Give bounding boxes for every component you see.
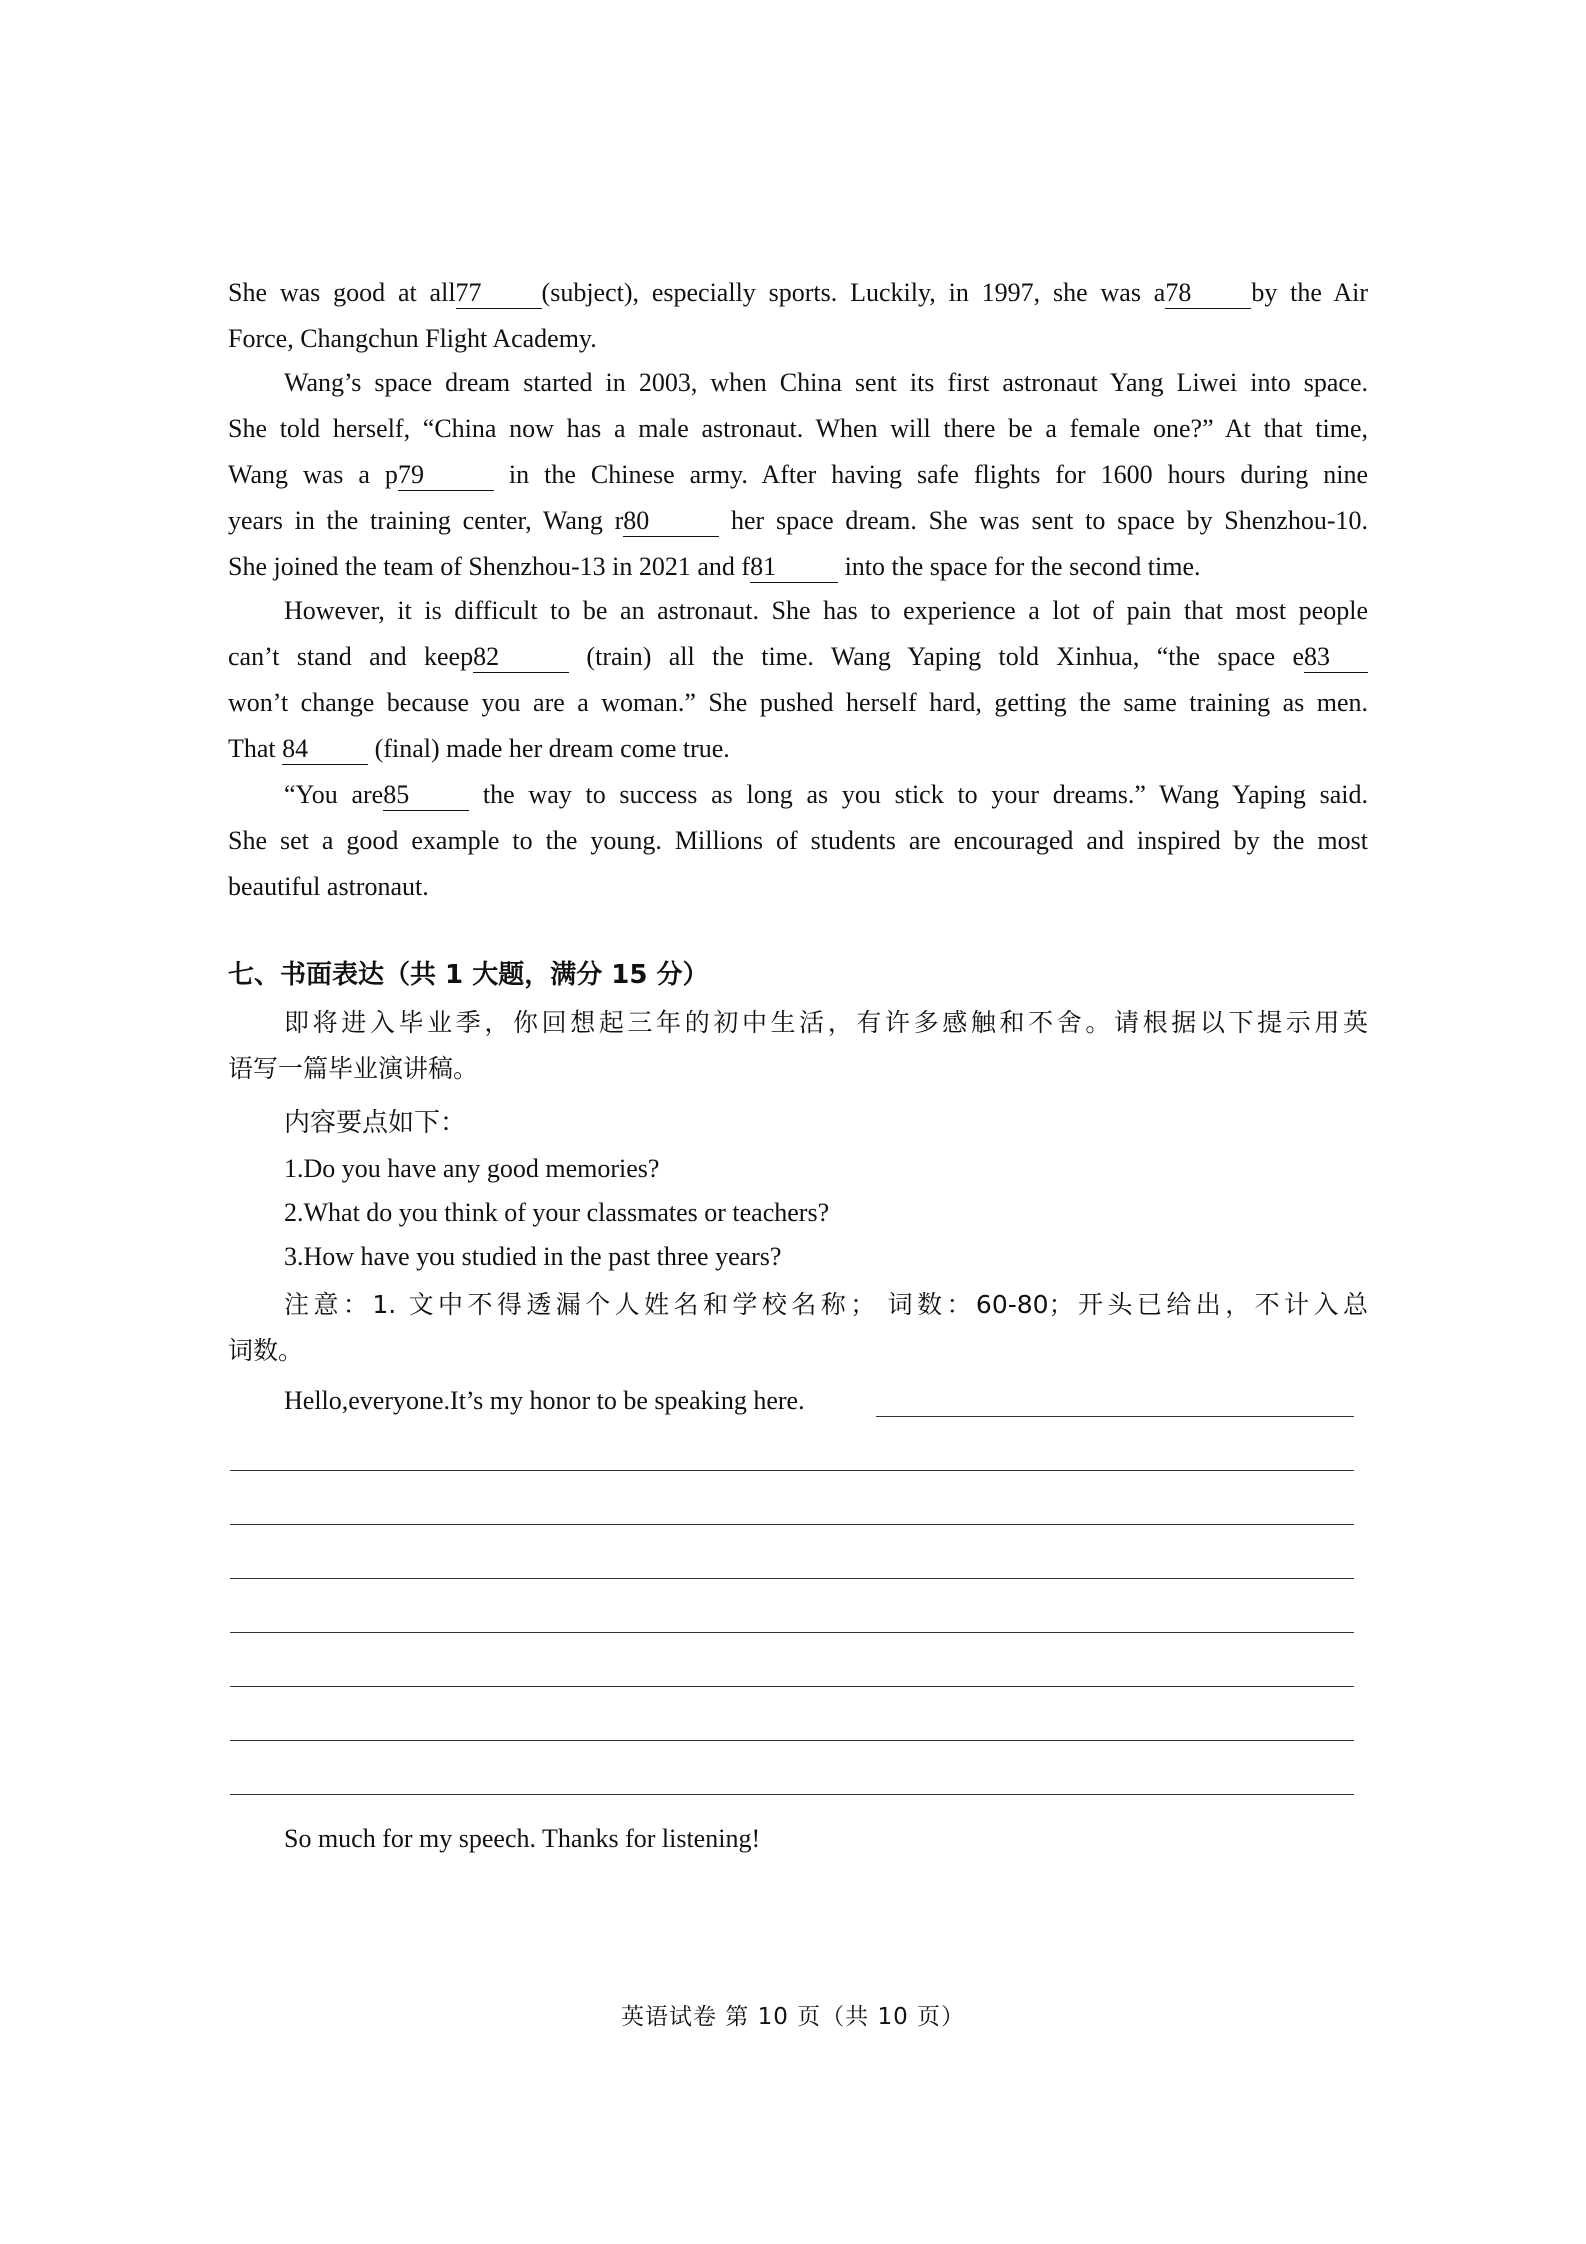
passage-line: can’t stand and keep82 (train) all the time. Wang Yaping told Xinhua, “the space e83 (228, 634, 1368, 680)
answer-blank-85[interactable]: 85 (383, 780, 469, 811)
writing-line[interactable] (230, 1470, 1354, 1471)
writing-line[interactable] (230, 1740, 1354, 1741)
writing-line[interactable] (230, 1794, 1354, 1795)
answer-blank-83[interactable]: 83 (1304, 642, 1368, 673)
speech-closing: So much for my speech. Thanks for listening! (284, 1824, 761, 1853)
passage-line: She told herself, “China now has a male astronaut. When will there be a female one?” At that time, (228, 414, 1368, 443)
passage-line: won’t change because you are a woman.” She pushed herself hard, getting the same training as men. (228, 688, 1368, 717)
writing-line[interactable] (230, 1578, 1354, 1579)
answer-blank-80[interactable]: 80 (623, 506, 719, 537)
passage-paragraph-3 (228, 588, 1368, 772)
writing-line[interactable] (876, 1416, 1354, 1417)
point-item-3: 3.How have you studied in the past three years? (284, 1242, 782, 1271)
point-item-2: 2.What do you think of your classmates or teachers? (284, 1198, 830, 1227)
passage-line: “You are85 the way to success as long as you stick to your dreams.” Wang Yaping said. (284, 780, 1368, 809)
passage-line: She was good at all77 (subject), especially sports. Luckily, in 1997, she was a78 by the Air (228, 278, 1368, 307)
passage-line: Wang was a p79 in the Chinese army. After having safe flights for 1600 hours during nine (228, 460, 1368, 489)
passage-line: beautiful astronaut. (228, 872, 429, 901)
writing-notes (228, 1282, 1368, 1374)
passage-line: She set a good example to the young. Millions of students are encouraged and inspired by the most (228, 826, 1368, 855)
passage-paragraph-4 (228, 772, 1368, 910)
passage-line: Wang’s space dream started in 2003, when China sent its first astronaut Yang Liwei into space. (284, 368, 1368, 397)
passage-line: That 84 (final) made her dream come true. (228, 734, 730, 763)
passage-paragraph-2 (228, 360, 1368, 590)
intro-line: 即将进入毕业季，你回想起三年的初中生活，有许多感触和不舍。请根据以下提示用英 (284, 1008, 1368, 1037)
answer-blank-79[interactable]: 79 (398, 460, 494, 491)
point-item-1: 1.Do you have any good memories? (284, 1154, 660, 1183)
note-line: 词数。 (228, 1336, 304, 1365)
answer-blank-81[interactable]: 81 (750, 552, 838, 583)
answer-blank-84[interactable]: 84 (282, 734, 368, 765)
points-label: 内容要点如下： (284, 1108, 467, 1138)
section-heading: 七、书面表达（共 1 大题，满分 15 分） (228, 960, 709, 990)
writing-line[interactable] (230, 1686, 1354, 1687)
answer-blank-82[interactable]: 82 (473, 642, 569, 673)
passage-paragraph-1 (228, 270, 1368, 362)
writing-line[interactable] (230, 1524, 1354, 1525)
writing-line[interactable] (230, 1632, 1354, 1633)
page-footer: 英语试卷 第 10 页（共 10 页） (620, 2004, 966, 2030)
passage-line: She joined the team of Shenzhou-13 in 2021 and f81 into the space for the second time. (228, 552, 1201, 581)
answer-blank-77[interactable]: 77 (456, 278, 542, 309)
passage-line: However, it is difficult to be an astronaut. She has to experience a lot of pain that most people (284, 596, 1368, 625)
intro-line: 语写一篇毕业演讲稿。 (228, 1054, 479, 1083)
writing-task-intro (228, 1000, 1368, 1092)
answer-blank-78[interactable]: 78 (1165, 278, 1251, 309)
passage-line: years in the training center, Wang r80 her space dream. She was sent to space by Shenzhou-10. (228, 506, 1368, 535)
speech-opening: Hello,everyone.It’s my honor to be speaking here. (284, 1386, 805, 1415)
passage-line: Force, Changchun Flight Academy. (228, 324, 597, 353)
note-line: 注意：1. 文中不得透漏个人姓名和学校名称； 词数：60-80；开头已给出，不计入总 (284, 1290, 1368, 1319)
